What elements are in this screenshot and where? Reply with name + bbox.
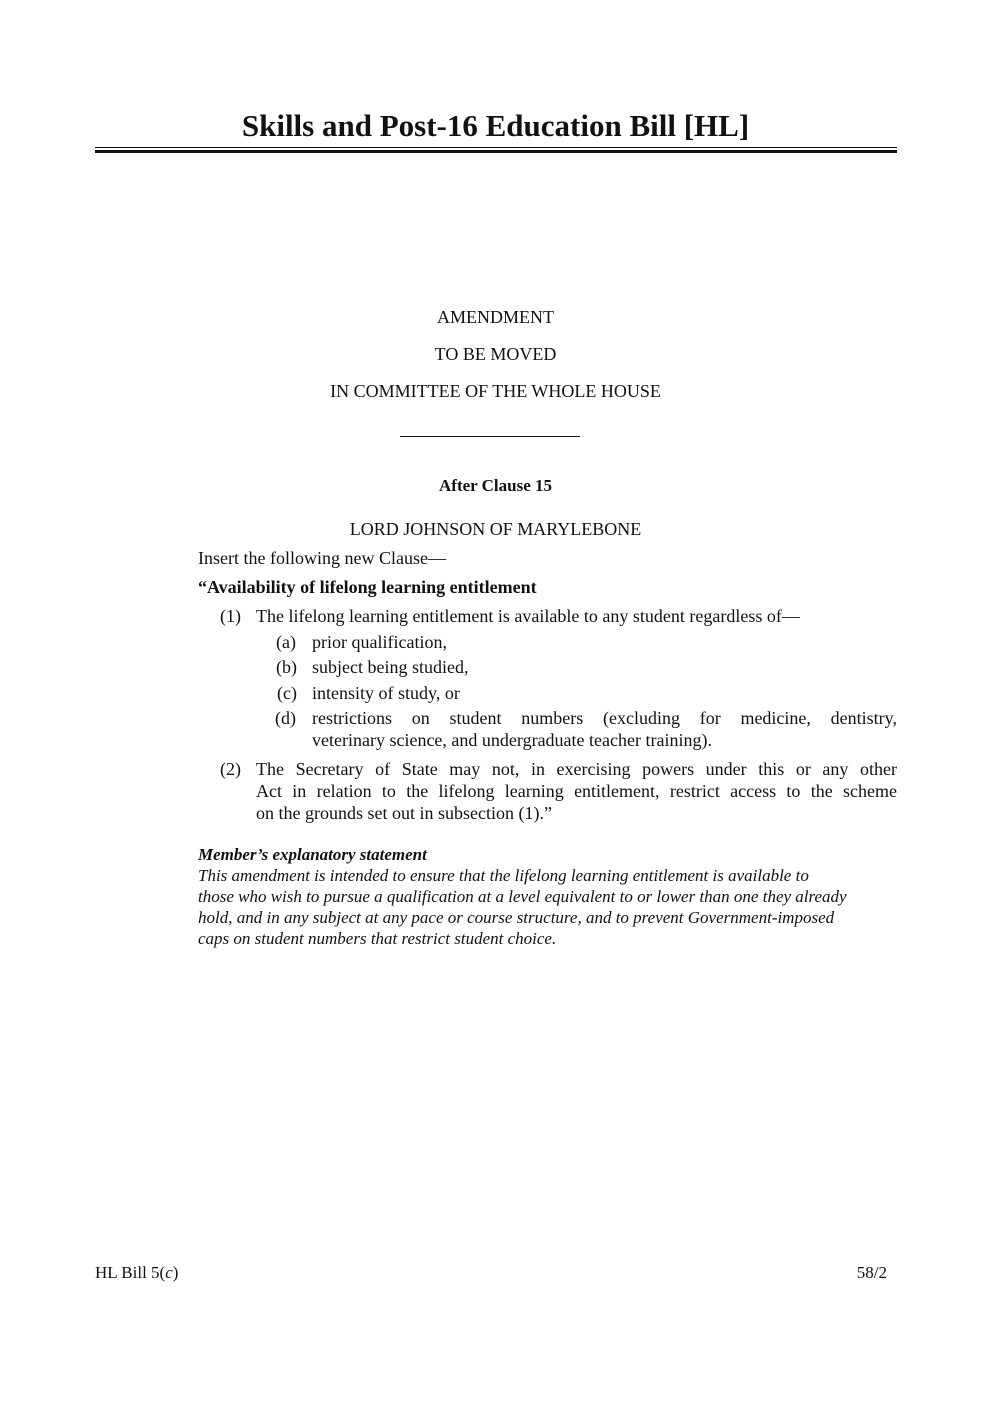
bill-suffix: ) xyxy=(172,1263,179,1282)
item-d-line-1: restrictions on student numbers (excluding for medicine, dentistry, xyxy=(312,708,897,728)
item-c-text: intensity of study, or xyxy=(312,683,460,703)
title-rule-thin xyxy=(95,147,897,148)
item-b-text: subject being studied, xyxy=(312,657,469,677)
separator-rule xyxy=(400,436,580,437)
item-b-number: (b) xyxy=(276,657,297,677)
item-a-number: (a) xyxy=(276,632,296,652)
statement-line: hold, and in any subject at any pace or course structure, and to prevent Government-imposed xyxy=(198,908,835,927)
clause-heading: “Availability of lifelong learning entitlement xyxy=(198,577,537,597)
amendment-label: AMENDMENT xyxy=(437,307,554,327)
document-title: Skills and Post-16 Education Bill [HL] xyxy=(241,108,750,143)
subsection-1-number: (1) xyxy=(220,606,241,626)
instruction: Insert the following new Clause— xyxy=(198,548,446,568)
subsection-2-line-1: The Secretary of State may not, in exercising powers under this or any other xyxy=(256,759,897,779)
subsection-2-number: (2) xyxy=(220,759,241,779)
committee-stage: IN COMMITTEE OF THE WHOLE HOUSE xyxy=(330,381,661,401)
bill-prefix: HL Bill 5( xyxy=(95,1263,166,1282)
clause-location: After Clause 15 xyxy=(439,476,552,495)
statement-line: caps on student numbers that restrict student choice. xyxy=(198,929,557,948)
subsection-2-line-3: on the grounds set out in subsection (1).” xyxy=(256,803,552,823)
bill-letter: c xyxy=(165,1263,173,1282)
subsection-1-text: The lifelong learning entitlement is available to any student regardless of— xyxy=(256,606,800,626)
member-name: LORD JOHNSON OF MARYLEBONE xyxy=(349,519,642,539)
page-reference: 58/2 xyxy=(856,1263,887,1282)
statement-line: those who wish to pursue a qualification at a level equivalent to or lower than one they already xyxy=(198,887,847,906)
title-rule-thick xyxy=(95,150,897,153)
item-d-line-2: veterinary science, and undergraduate teacher training). xyxy=(312,730,712,750)
statement-line: This amendment is intended to ensure that the lifelong learning entitlement is available to xyxy=(198,866,809,885)
statement-heading: Member’s explanatory statement xyxy=(198,845,427,864)
bill-reference xyxy=(95,1262,178,1284)
item-c-number: (c) xyxy=(277,683,297,703)
to-be-moved: TO BE MOVED xyxy=(434,344,557,364)
item-a-text: prior qualification, xyxy=(312,632,447,652)
item-d-number: (d) xyxy=(275,708,296,728)
subsection-2-line-2: Act in relation to the lifelong learning entitlement, restrict access to the scheme xyxy=(256,781,897,801)
